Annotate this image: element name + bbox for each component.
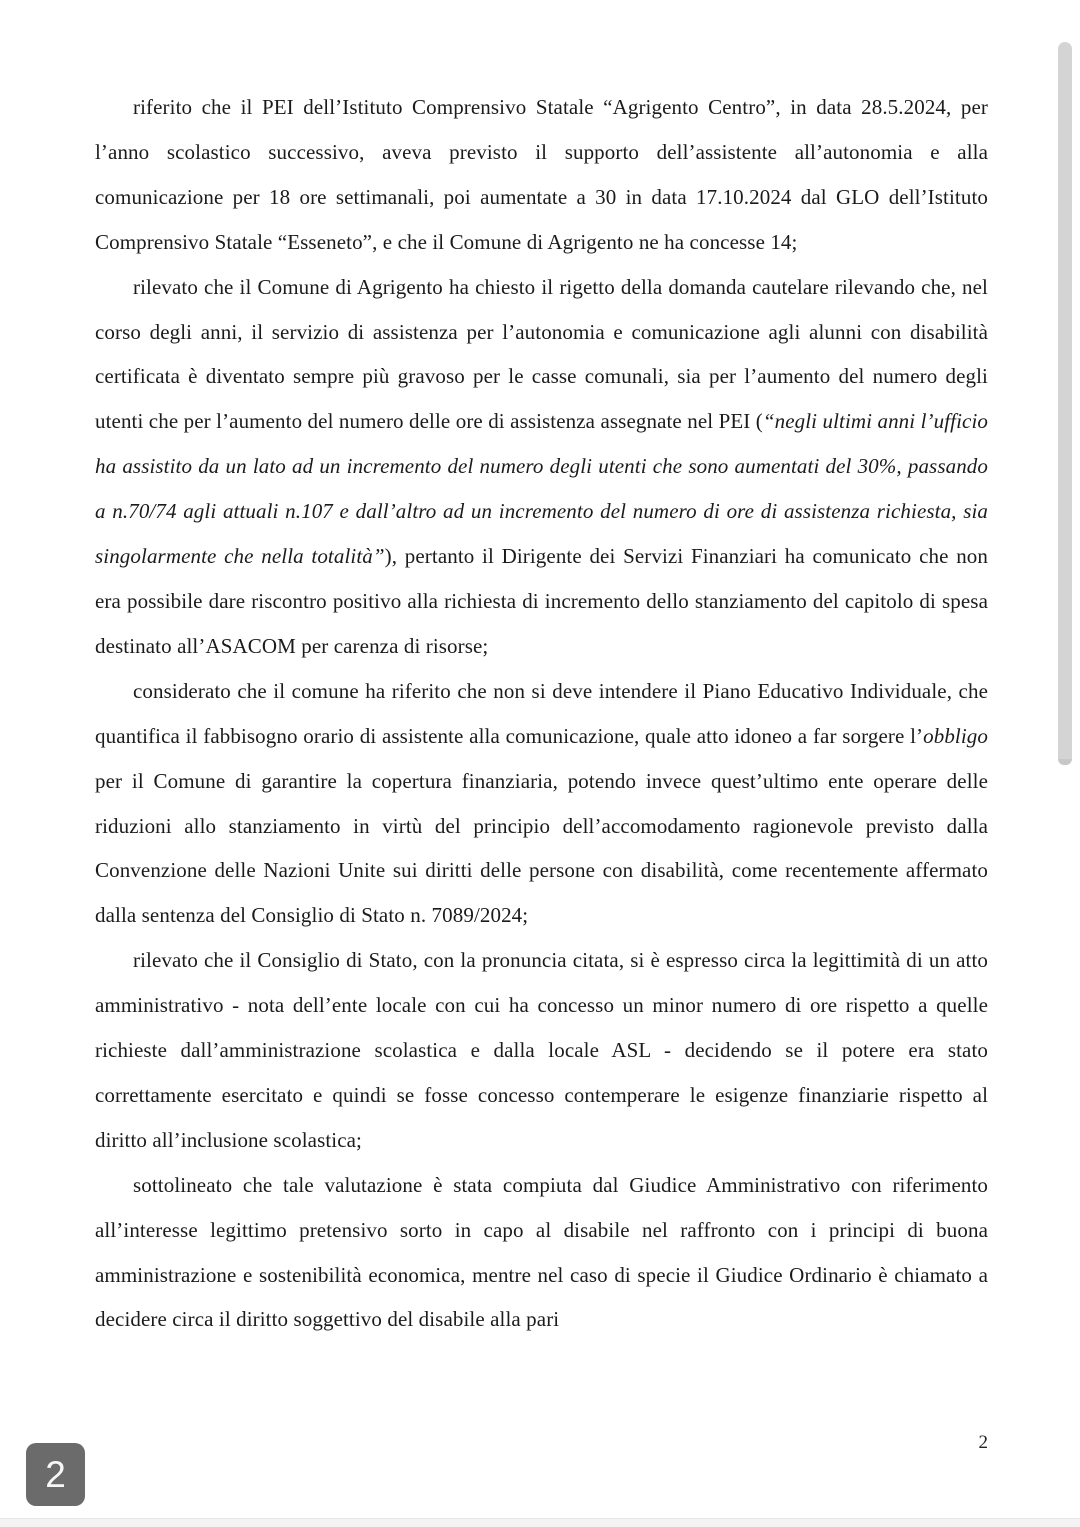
page-thumbnail-badge[interactable]: 2 — [26, 1443, 85, 1506]
page-number: 2 — [978, 1432, 988, 1453]
paragraph: rilevato che il Consiglio di Stato, con la pronuncia citata, si è espresso circa la legittimità di un atto amministrativo - nota dell’ente locale con cui ha concesso un minor numero di ore rispetto a quelle richieste dall’amministrazione scolastica e dalla locale ASL - decidendo se il potere era stato correttamente esercitato e quindi se fosse concesso contemperare le esigenze finanziarie rispetto al diritto all’inclusione scolastica; — [95, 948, 988, 1152]
scrollbar-thumb[interactable] — [1058, 42, 1072, 765]
bottom-toolbar — [0, 1518, 1080, 1527]
paragraph: considerato che il comune ha riferito che non si deve intendere il Piano Educativo Individuale, che quantifica il fabbisogno orario di assistente alla comunicazione, quale atto idoneo a far sorgere l’obbligo per il Comune di garantire la copertura finanziaria, potendo invece quest’ultimo ente operare delle riduzioni allo stanziamento in virtù del principio dell’accomodamento ragionevole previsto dalla Convenzione delle Nazioni Unite sui diritti delle persone con disabilità, come recentemente affermato dalla sentenza del Consiglio di Stato n. 7089/2024; — [95, 678, 988, 928]
paragraph: riferito che il PEI dell’Istituto Comprensivo Statale “Agrigento Centro”, in data 28.5.2024, per l’anno scolastico successivo, aveva previsto il supporto dell’assistente all’autonomia e alla comunicazione per 18 ore settimanali, poi aumentate a 30 in data 17.10.2024 dal GLO dell’Istituto Comprensivo Statale “Esseneto”, e che il Comune di Agrigento ne ha concesse 14; — [95, 95, 988, 254]
paragraph: rilevato che il Comune di Agrigento ha chiesto il rigetto della domanda cautelare rilevando che, nel corso degli anni, il servizio di assistenza per l’autonomia e comunicazione agli alunni con disabilità certificata è diventato sempre più gravoso per le casse comunali, sia per l’aumento del numero degli utenti che per l’aumento del numero delle ore di assistenza assegnate nel PEI (“negli ultimi anni l’ufficio ha assistito da un lato ad un incremento del numero degli utenti che sono aumentati del 30%, passando a n.70/74 agli attuali n.107 e dall’altro ad un incremento del numero di ore di assistenza richiesta, sia singolarmente che nella totalità”), pertanto il Dirigente dei Servizi Finanziari ha comunicato che non era possibile dare riscontro positivo alla richiesta di incremento dello stanziamento del capitolo di spesa destinato all’ASACOM per carenza di risorse; — [95, 274, 988, 658]
paragraph: sottolineato che tale valutazione è stata compiuta dal Giudice Amministrativo con riferimento all’interesse legittimo pretensivo sorto in capo al disabile nel raffronto con i principi di buona amministrazione e sostenibilità economica, mentre nel caso di specie il Giudice Ordinario è chiamato a decidere circa il diritto soggettivo del disabile alla pari — [95, 1172, 988, 1332]
page-content — [95, 85, 988, 1342]
